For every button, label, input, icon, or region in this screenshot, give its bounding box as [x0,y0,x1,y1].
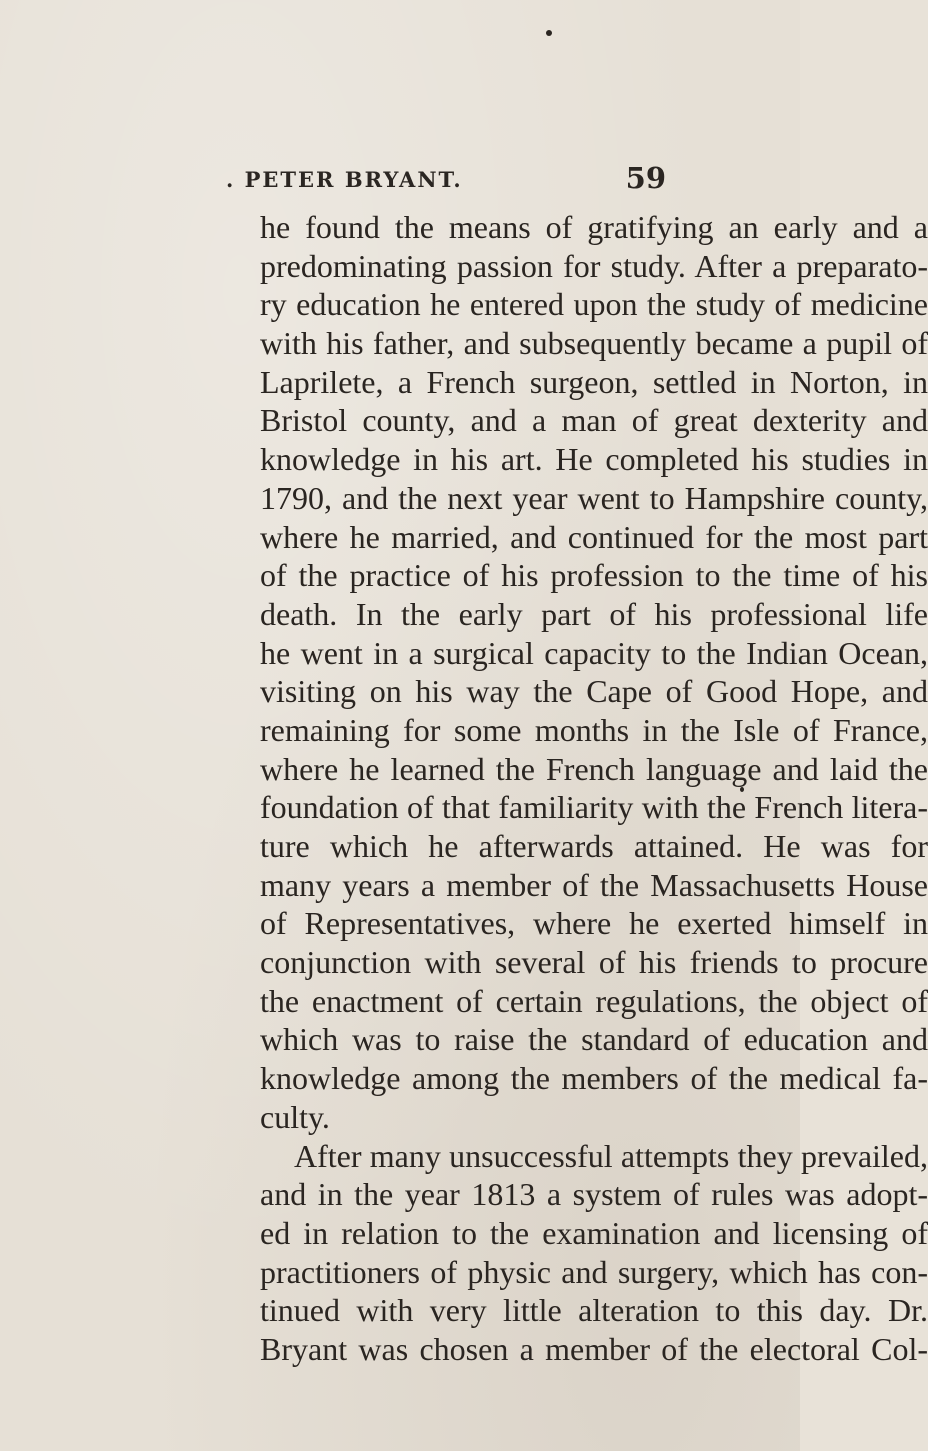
ink-speck [546,30,552,36]
text-line: conjunction with several of his friends to procure [260,944,928,981]
text-line: foundation of that familiarity with the French litera- [260,789,928,826]
text-line: remaining for some months in the Isle of France, [260,711,928,748]
text-line: ture which he afterwards attained. He was for [260,828,928,864]
text-line: visiting on his way the Cape of Good Hope, and [260,673,928,710]
text-line: knowledge in his art. He completed his studies in [260,441,928,478]
text-line: the enactment of certain regulations, the object of [260,982,928,1019]
text-line: with his father, and subsequently became a pupil of [260,325,928,362]
text-line: ry education he entered upon the study of medicine [260,286,928,323]
text-line: Bristol county, and a man of great dexterity and [260,402,928,439]
text-line: tinued with very little alteration to this day. Dr. [260,1292,928,1329]
text-line: he found the means of gratifying an early and a [260,209,928,245]
text-line: predominating passion for study. After a preparato- [260,247,928,284]
page-number: 59 [625,161,666,195]
text-line: practitioners of physic and surgery, which has con- [260,1253,928,1290]
running-head: . PETER BRYANT. [226,167,463,192]
text-line: of the practice of his profession to the time of his [260,557,928,594]
text-line: 1790, and the next year went to Hampshire county, [260,479,928,516]
text-line: Bryant was chosen a member of the electoral Col- [260,1330,928,1367]
text-line: culty. [260,1098,330,1135]
text-line: ed in relation to the examination and licensing of [260,1214,928,1251]
text-line: where he learned the French language and laid the [260,750,928,787]
text-line: he went in a surgical capacity to the Indian Ocean, [260,634,928,671]
text-line: which was to raise the standard of education and [260,1021,928,1058]
text-line: and in the year 1813 a system of rules was adopt- [260,1176,928,1213]
text-line: of Representatives, where he exerted himself in [260,905,928,942]
page-header [226,163,666,195]
text-line: After many unsuccessful attempts they prevailed, [294,1137,928,1174]
text-line: Laprilete, a French surgeon, settled in Norton, in [260,363,928,400]
body-text [0,208,928,1369]
text-line: where he married, and continued for the most part [260,518,928,555]
text-line: death. In the early part of his professional life [260,595,928,632]
text-line: knowledge among the members of the medical fa- [260,1060,928,1097]
text-line: many years a member of the Massachusetts House [260,866,928,903]
